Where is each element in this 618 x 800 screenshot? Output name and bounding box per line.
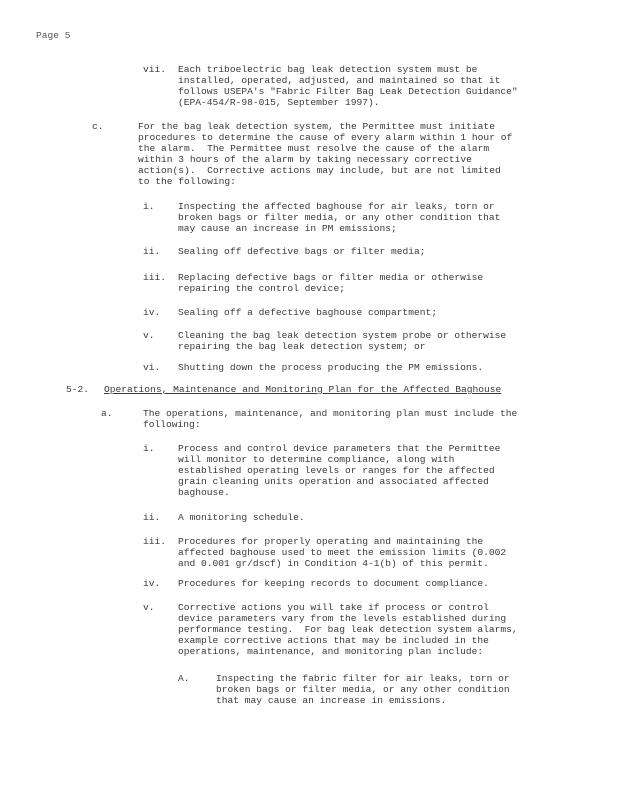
text-line: operations, maintenance, and monitoring plan include: [178, 646, 484, 657]
text-line: Process and control device parameters that the Permittee [178, 443, 501, 454]
item-label: v. [143, 330, 155, 341]
item-label: ii. [143, 246, 161, 257]
text-line: procedures to determine the cause of every alarm within 1 hour of [138, 132, 513, 143]
item-label: i. [143, 201, 155, 212]
text-line: A monitoring schedule. [178, 512, 305, 523]
text-line: to the following: [138, 176, 236, 187]
text-line: grain cleaning units operation and associated affected [178, 476, 489, 487]
item-label: vi. [143, 362, 161, 373]
page-number: Page 5 [36, 30, 71, 41]
text-line: baghouse. [178, 487, 230, 498]
text-line: Procedures for keeping records to document compliance. [178, 578, 489, 589]
item-label: ii. [143, 512, 161, 523]
text-line: repairing the control device; [178, 283, 345, 294]
item-vii-text [178, 64, 518, 108]
text-line: repairing the bag leak detection system; or [178, 341, 426, 352]
item-c-text [138, 121, 512, 187]
text-line: action(s). Corrective actions may include, but are not limited [138, 165, 501, 176]
text-line: Procedures for properly operating and maintaining the [178, 536, 484, 547]
text-line: Inspecting the affected baghouse for air leaks, torn or [178, 201, 495, 212]
text-line: example corrective actions that may be included in the [178, 635, 489, 646]
text-line: Sealing off a defective baghouse compartment; [178, 307, 438, 318]
text-line: Inspecting the fabric filter for air leaks, torn or [216, 673, 510, 684]
text-line: installed, operated, adjusted, and maintained so that it [178, 75, 501, 86]
item-label: iv. [143, 578, 161, 589]
item-c-ii-text [178, 246, 426, 257]
item-a-iv-text [178, 578, 489, 589]
item-label: i. [143, 443, 155, 454]
item-label: v. [143, 602, 155, 613]
text-line: Sealing off defective bags or filter media; [178, 246, 426, 257]
text-line: Shutting down the process producing the PM emissions. [178, 362, 484, 373]
text-line: the alarm. The Permittee must resolve the cause of the alarm [138, 143, 490, 154]
text-line: and 0.001 gr/dscf) in Condition 4-1(b) of this permit. [178, 558, 489, 569]
text-line: established operating levels or ranges for the affected [178, 465, 495, 476]
item-a-text [143, 408, 517, 430]
text-line: follows USEPA's "Fabric Filter Bag Leak Detection Guidance" [178, 86, 518, 97]
section-title: Operations, Maintenance and Monitoring Plan for the Affected Baghouse [104, 384, 502, 395]
item-a-i-text [178, 443, 500, 498]
text-line: Cleaning the bag leak detection system probe or otherwise [178, 330, 507, 341]
text-line: following: [143, 419, 201, 430]
text-line: broken bags or filter media, or any other condition that [178, 212, 501, 223]
text-line: will monitor to determine compliance, along with [178, 454, 455, 465]
text-line: broken bags or filter media, or any other condition [216, 684, 510, 695]
text-line: For the bag leak detection system, the Permittee must initiate [138, 121, 495, 132]
item-label: iii. [143, 272, 167, 283]
item-c-iv-text [178, 307, 437, 318]
item-a-ii-text [178, 512, 305, 523]
section-number: 5-2. [66, 384, 90, 395]
item-c-i-text [178, 201, 500, 234]
item-label: iv. [143, 307, 161, 318]
text-line: device parameters vary from the levels established during [178, 613, 507, 624]
text-line: that may cause an increase in emissions. [216, 695, 447, 706]
text-line: affected baghouse used to meet the emission limits (0.002 [178, 547, 507, 558]
text-line: within 3 hours of the alarm by taking necessary corrective [138, 154, 472, 165]
item-c-iii-text [178, 272, 483, 294]
item-label: iii. [143, 536, 167, 547]
item-a-iii-text [178, 536, 506, 569]
item-a-v-A-text [216, 673, 510, 706]
text-line: performance testing. For bag leak detection system alarms, [178, 624, 518, 635]
text-line: (EPA-454/R-98-015, September 1997). [178, 97, 380, 108]
item-label: c. [92, 121, 104, 132]
text-line: Replacing defective bags or filter media or otherwise [178, 272, 484, 283]
item-a-v-text [178, 602, 518, 657]
text-line: may cause an increase in PM emissions; [178, 223, 397, 234]
text-line: The operations, maintenance, and monitoring plan must include the [143, 408, 518, 419]
text-line: Corrective actions you will take if process or control [178, 602, 489, 613]
item-c-vi-text [178, 362, 483, 373]
item-label: a. [101, 408, 113, 419]
item-label: A. [178, 673, 190, 684]
item-label: vii. [143, 64, 167, 75]
item-c-v-text [178, 330, 506, 352]
text-line: Each triboelectric bag leak detection system must be [178, 64, 478, 75]
